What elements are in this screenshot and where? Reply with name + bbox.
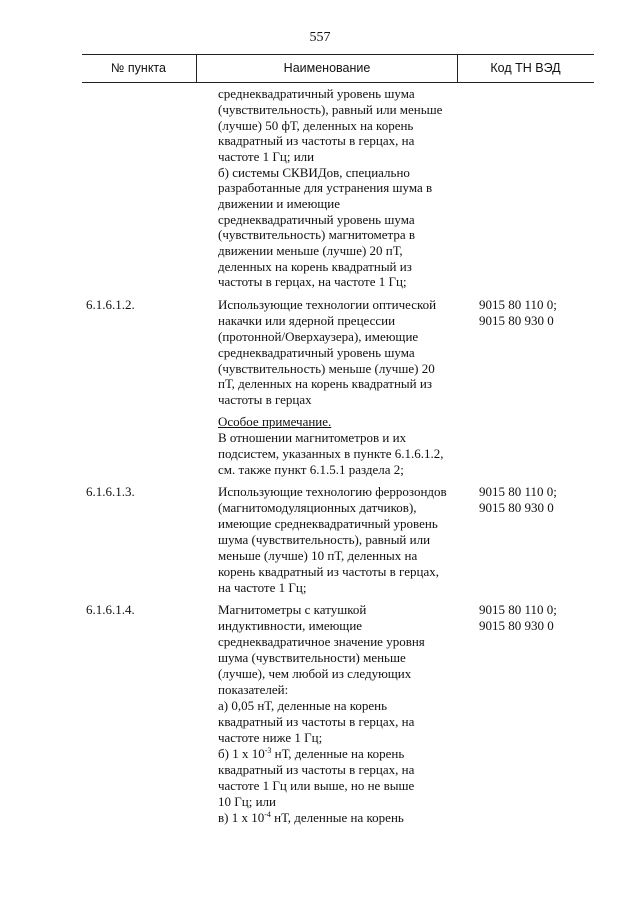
text-line: частоты в герцах, на частоте 1 Гц; xyxy=(218,274,407,289)
text-line: (магнитомодуляционных датчиков), xyxy=(218,500,417,515)
text-line: квадратный из частоты в герцах, на xyxy=(218,762,415,777)
header-code: Код ТН ВЭД xyxy=(490,61,561,75)
tnved-code: 9015 80 930 0 xyxy=(479,313,554,328)
text-line-b-suffix: нТ, деленные на корень xyxy=(271,746,405,761)
item-number: 6.1.6.1.3. xyxy=(86,484,135,499)
exponent: -4 xyxy=(264,810,271,819)
text-line-v-suffix: нТ, деленные на корень xyxy=(270,810,404,825)
tnved-code: 9015 80 110 0; xyxy=(479,602,557,617)
item-number: 6.1.6.1.4. xyxy=(86,602,135,617)
text-line: корень квадратный из частоты в герцах, xyxy=(218,564,439,579)
text-line: частоте ниже 1 Гц; xyxy=(218,730,323,745)
item-number: 6.1.6.1.2. xyxy=(86,297,135,312)
text-line: квадратный из частоты в герцах, на xyxy=(218,133,415,148)
page-number: 557 xyxy=(309,30,331,45)
text-line: б) системы СКВИДов, специально xyxy=(218,165,410,180)
text-line: на частоте 1 Гц; xyxy=(218,580,307,595)
text-line: среднеквадратичный уровень шума xyxy=(218,86,415,101)
text-line-b-prefix: б) 1 х 10 xyxy=(218,746,265,761)
text-line: Использующие технологии оптической xyxy=(218,297,437,312)
text-line: (чувствительность) меньше (лучше) 20 xyxy=(218,361,435,376)
text-line: (лучше) 50 фТ, деленных на корень xyxy=(218,118,414,133)
text-line: шума (чувствительности) меньше xyxy=(218,650,406,665)
text-line: имеющие среднеквадратичный уровень xyxy=(218,516,438,531)
text-line: деленных на корень квадратный из xyxy=(218,259,412,274)
text-line: В отношении магнитометров и их xyxy=(218,430,407,445)
text-line: показателей: xyxy=(218,682,289,697)
text-line: среднеквадратичный уровень шума xyxy=(218,212,415,227)
text-line: движении меньше (лучше) 20 пТ, xyxy=(218,243,403,258)
text-line-v xyxy=(218,810,468,825)
text-line: Магнитометры с катушкой xyxy=(218,602,367,617)
text-line: (протонной/Оверхаузера), имеющие xyxy=(218,329,419,344)
special-note-title: Особое примечание. xyxy=(218,414,332,429)
table-header xyxy=(82,54,594,83)
text-line: частоты в герцах xyxy=(218,392,312,407)
text-line: шума (чувствительность), равный или xyxy=(218,532,431,547)
tnved-code: 9015 80 930 0 xyxy=(479,500,554,515)
tnved-code: 9015 80 930 0 xyxy=(479,618,554,633)
text-line: среднеквадратичное значение уровня xyxy=(218,634,425,649)
header-item-number: № пункта xyxy=(111,61,166,75)
text-line: частоте 1 Гц; или xyxy=(218,149,315,164)
text-line: подсистем, указанных в пункте 6.1.6.1.2, xyxy=(218,446,444,461)
text-line: квадратный из частоты в герцах, на xyxy=(218,714,415,729)
text-line: индуктивности, имеющие xyxy=(218,618,363,633)
text-line: среднеквадратичный уровень шума xyxy=(218,345,415,360)
text-line: разработанные для устранения шума в xyxy=(218,180,433,195)
tnved-code: 9015 80 110 0; xyxy=(479,297,557,312)
text-line: частоте 1 Гц или выше, но не выше xyxy=(218,778,415,793)
text-line: пТ, деленных на корень квадратный из xyxy=(218,376,432,391)
text-line-b xyxy=(218,746,468,761)
text-line: (лучше), чем любой из следующих xyxy=(218,666,412,681)
tnved-code: 9015 80 110 0; xyxy=(479,484,557,499)
text-line: Использующие технологию феррозондов xyxy=(218,484,447,499)
text-line-v-prefix: в) 1 х 10 xyxy=(218,810,265,825)
text-line: движении и имеющие xyxy=(218,196,341,211)
text-line: накачки или ядерной прецессии xyxy=(218,313,396,328)
text-line: (чувствительность) магнитометра в xyxy=(218,227,415,242)
header-name: Наименование xyxy=(196,55,458,82)
text-line: см. также пункт 6.1.5.1 раздела 2; xyxy=(218,462,404,477)
text-line: 10 Гц; или xyxy=(218,794,276,809)
text-line: меньше (лучше) 10 пТ, деленных на xyxy=(218,548,418,563)
text-line: (чувствительность), равный или меньше xyxy=(218,102,443,117)
exponent: -3 xyxy=(264,746,272,755)
text-line: а) 0,05 нТ, деленные на корень xyxy=(218,698,388,713)
